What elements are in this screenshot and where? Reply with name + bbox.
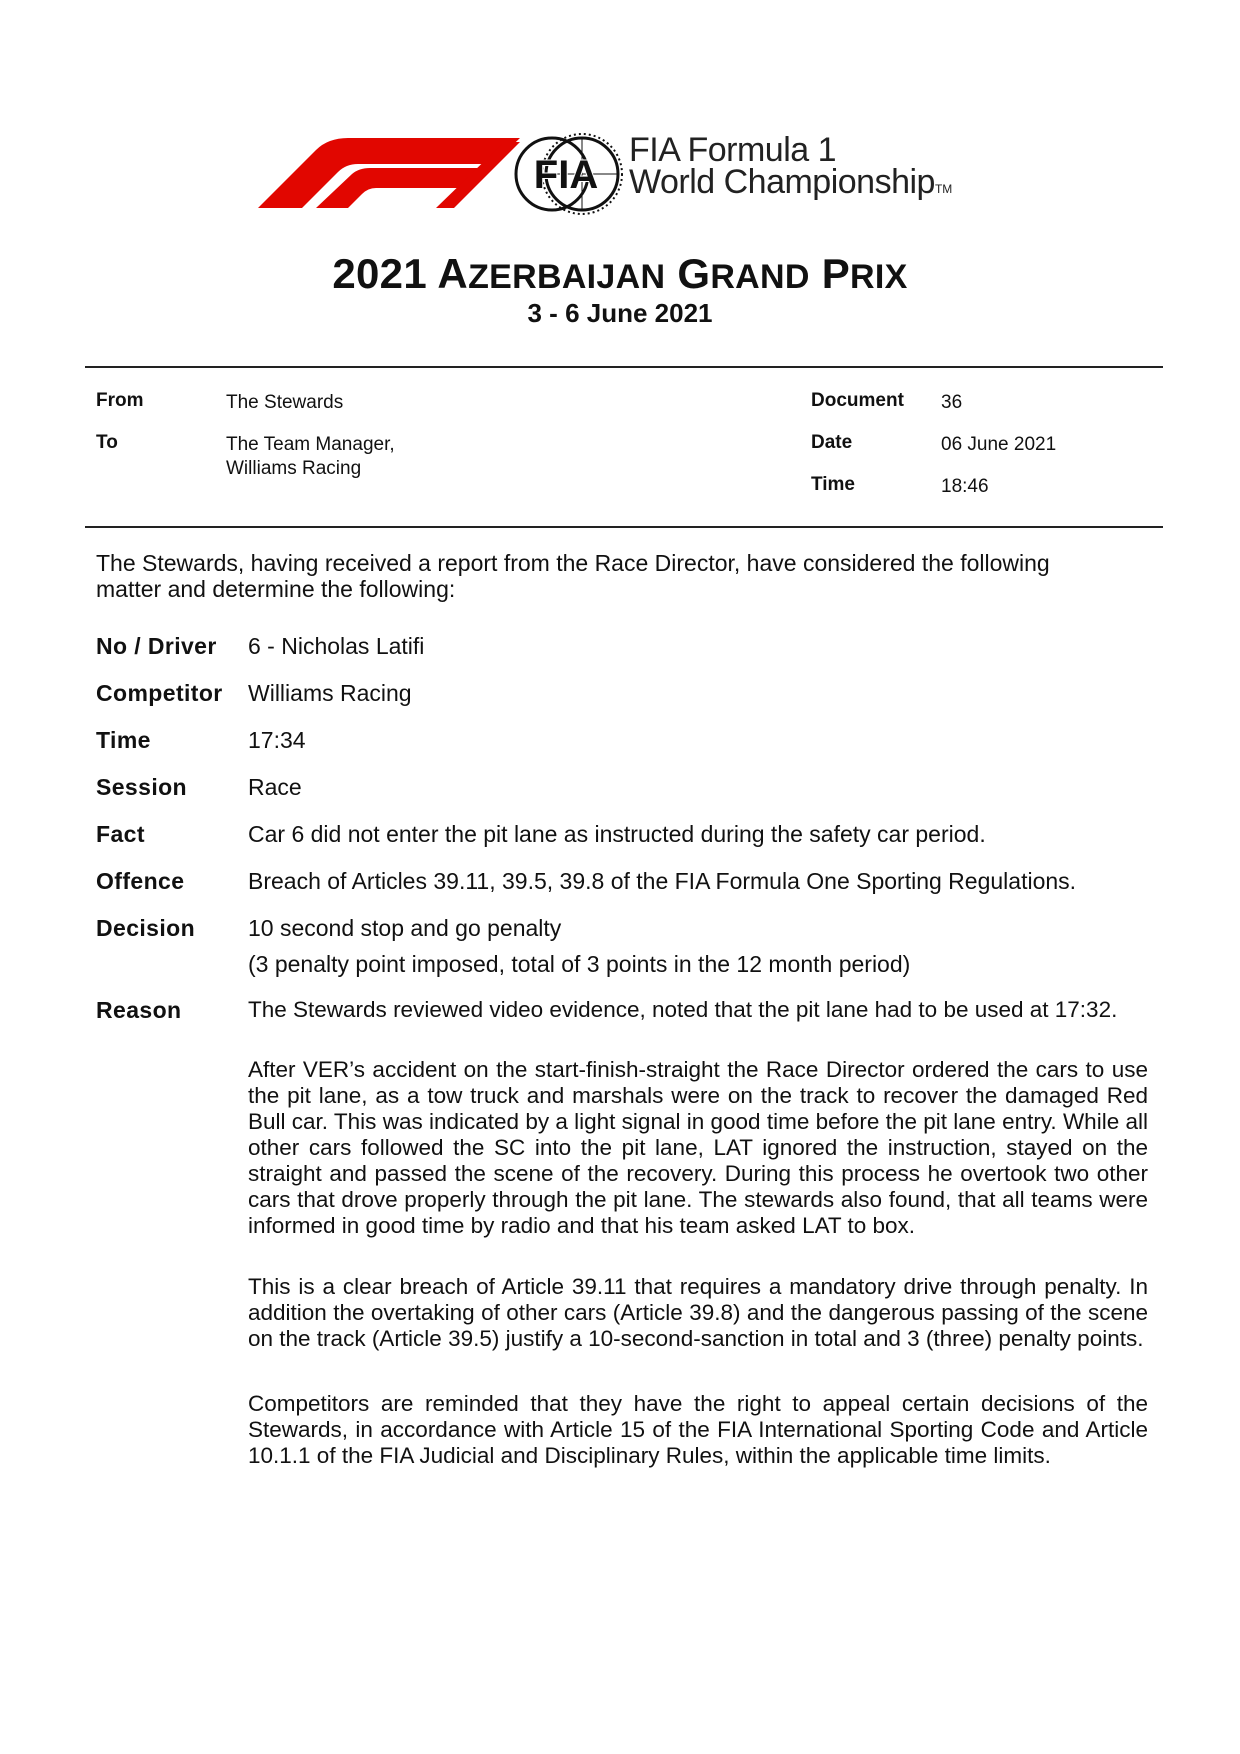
incident-time-value: 17:34 [248,727,306,753]
event-year: 2021 [332,250,427,297]
competitor-label: Competitor [96,680,223,706]
competitor-value: Williams Racing [248,680,412,706]
driver-label: No / Driver [96,633,217,659]
bottom-divider [85,526,1163,528]
f1-logo [258,136,520,208]
event-title [0,250,1240,298]
fact-value: Car 6 did not enter the pit lane as instructed during the safety car period. [248,821,986,847]
time-label: Time [811,474,856,495]
from-label: From [96,390,144,411]
to-label: To [96,432,118,453]
championship-title [629,131,953,205]
from-value: The Stewards [226,392,344,413]
fia-logo [512,132,624,216]
event-name-2: GRAND [677,250,810,297]
event-name-1: AZERBAIJAN [437,250,666,297]
session-value: Race [248,774,302,800]
document-value: 36 [941,392,963,413]
intro-text: The Stewards, having received a report from the Race Director, have considered the following matter and determine the following: [96,550,1050,602]
to-value [226,433,395,481]
reason-label: Reason [96,997,182,1023]
event-name-3: PRIX [821,250,908,297]
driver-value: 6 - Nicholas Latifi [248,633,425,659]
trademark: TM [934,182,953,196]
time-value: 18:46 [941,476,989,497]
offence-value: Breach of Articles 39.11, 39.5, 39.8 of the FIA Formula One Sporting Regulations. [248,868,1077,894]
date-label: Date [811,432,853,453]
to-value-line1: The Team Manager, [226,434,395,455]
championship-line2: World Championship [629,163,935,201]
reason-paragraph: This is a clear breach of Article 39.11 that requires a mandatory drive through penalty. In addition the overtaking of other cars (Article 39.8) and the dangerous passing of the scene on the track (Article 39.5) justify a 10-second-sanction in total and 3 (three) penalty points. [248,1274,1148,1351]
date-value: 06 June 2021 [941,434,1057,455]
offence-label: Offence [96,868,185,894]
document-label: Document [811,390,904,411]
reason-paragraph: After VER’s accident on the start-finish-straight the Race Director ordered the cars to use the pit lane, as a tow truck and marshals were on the track to recover the damaged Red Bull car. This was indicated by a light signal in good time before the pit lane entry. While all other cars followed the SC into the pit lane, LAT ignored the instruction, stayed on the straight and passed the scene of the recovery. During this process he overtook two other cars that drove properly through the pit lane. The stewards also found, that all teams were informed in good time by radio and that his team asked LAT to box. [248,1057,1148,1238]
decision-value-line1: 10 second stop and go penalty [248,915,562,941]
top-divider [85,366,1163,368]
championship-line1: FIA Formula 1 [629,131,837,169]
to-value-line2: Williams Racing [226,458,362,479]
fia-logo-text: FIA [533,153,599,197]
header-logo-block [258,128,1018,220]
reason-paragraph: The Stewards reviewed video evidence, noted that the pit lane had to be used at 17:32. [248,997,1118,1022]
decision-value-line2: (3 penalty point imposed, total of 3 points in the 12 month period) [248,951,911,977]
decision-label: Decision [96,915,196,941]
incident-time-label: Time [96,727,151,753]
session-label: Session [96,774,188,800]
event-dates: 3 - 6 June 2021 [527,298,713,328]
fact-label: Fact [96,821,145,847]
reason-paragraph: Competitors are reminded that they have the right to appeal certain decisions of the Stewards, in accordance with Article 15 of the FIA International Sporting Code and Article 10.1.1 of the FIA Judicial and Disciplinary Rules, within the applicable time limits. [248,1391,1148,1468]
